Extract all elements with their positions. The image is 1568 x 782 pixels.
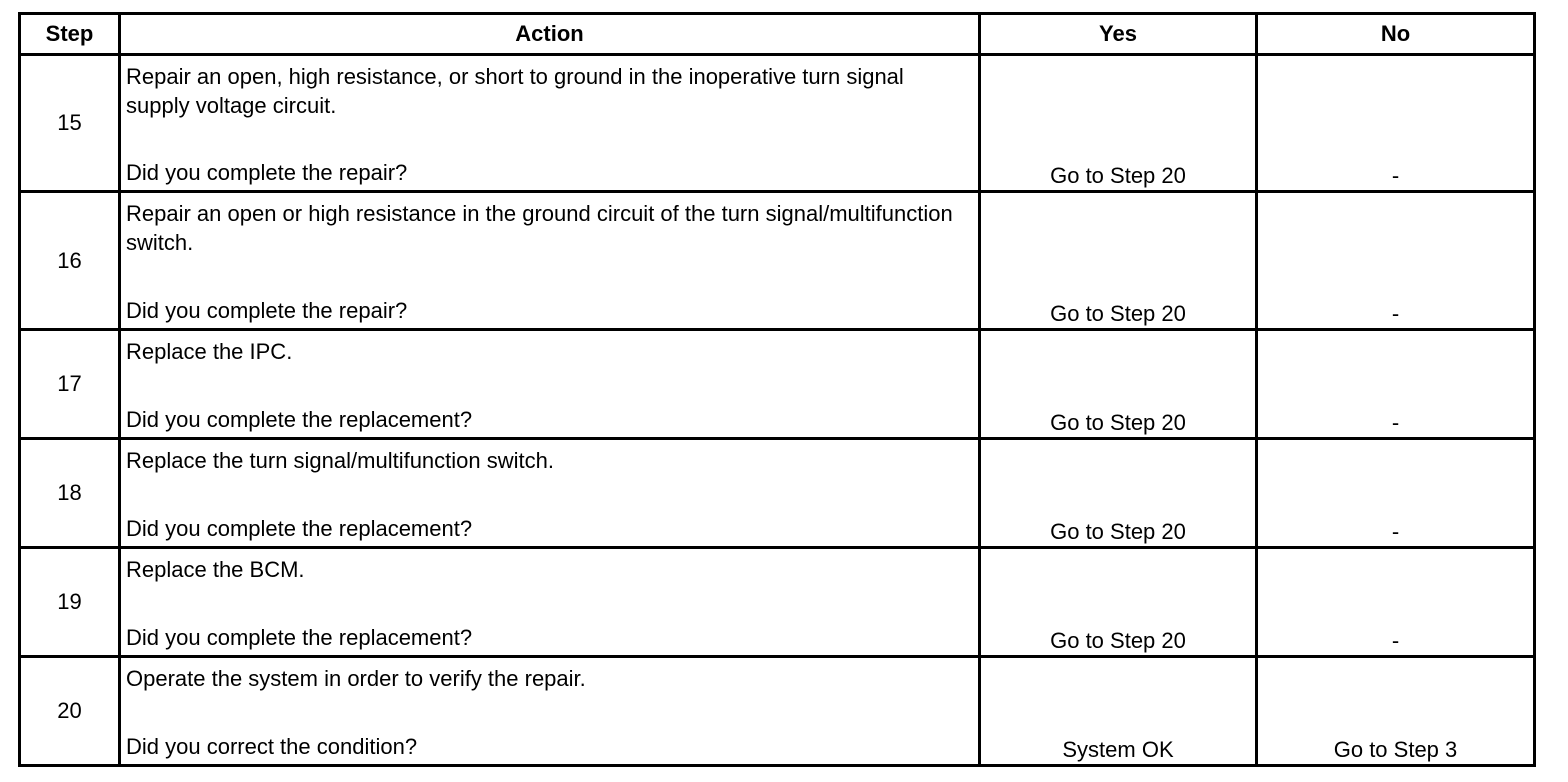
- yes-result: Go to Step 20: [980, 55, 1257, 192]
- no-result: -: [1257, 55, 1535, 192]
- action-instruction: Replace the IPC.: [126, 339, 293, 364]
- action-cell: [120, 55, 980, 192]
- action-instruction: Operate the system in order to verify the repair.: [126, 666, 586, 691]
- no-result: -: [1257, 439, 1535, 548]
- action-instruction: Replace the turn signal/multifunction switch.: [126, 448, 554, 473]
- action-cell: [120, 330, 980, 439]
- step-number: 17: [20, 330, 120, 439]
- no-result: -: [1257, 192, 1535, 330]
- action-cell: [120, 439, 980, 548]
- action-question: Did you correct the condition?: [126, 734, 418, 759]
- header-step: Step: [20, 14, 120, 55]
- step-number: 20: [20, 657, 120, 766]
- yes-result: Go to Step 20: [980, 439, 1257, 548]
- no-result: -: [1257, 330, 1535, 439]
- action-cell: [120, 657, 980, 766]
- header-row: [20, 14, 1535, 55]
- diagnostic-table: [18, 12, 1536, 767]
- action-instruction: Replace the BCM.: [126, 557, 305, 582]
- table-row: [20, 330, 1535, 439]
- action-question: Did you complete the repair?: [126, 298, 408, 323]
- yes-result: Go to Step 20: [980, 548, 1257, 657]
- action-question: Did you complete the replacement?: [126, 516, 473, 541]
- yes-result: System OK: [980, 657, 1257, 766]
- action-question: Did you complete the repair?: [126, 160, 408, 185]
- step-number: 16: [20, 192, 120, 330]
- table-row: [20, 548, 1535, 657]
- yes-result: Go to Step 20: [980, 192, 1257, 330]
- header-action: Action: [120, 14, 980, 55]
- step-number: 15: [20, 55, 120, 192]
- action-instruction: Repair an open, high resistance, or short to ground in the inoperative turn signal supply voltage circuit.: [126, 64, 904, 118]
- table-row: [20, 192, 1535, 330]
- table-row: [20, 439, 1535, 548]
- action-cell: [120, 548, 980, 657]
- action-question: Did you complete the replacement?: [126, 625, 473, 650]
- yes-result: Go to Step 20: [980, 330, 1257, 439]
- action-cell: [120, 192, 980, 330]
- header-yes: Yes: [980, 14, 1257, 55]
- header-no: No: [1257, 14, 1535, 55]
- action-question: Did you complete the replacement?: [126, 407, 473, 432]
- action-instruction: Repair an open or high resistance in the ground circuit of the turn signal/multifunction switch.: [126, 201, 953, 255]
- table-row: [20, 55, 1535, 192]
- no-result: Go to Step 3: [1257, 657, 1535, 766]
- step-number: 18: [20, 439, 120, 548]
- table-row: [20, 657, 1535, 766]
- step-number: 19: [20, 548, 120, 657]
- no-result: -: [1257, 548, 1535, 657]
